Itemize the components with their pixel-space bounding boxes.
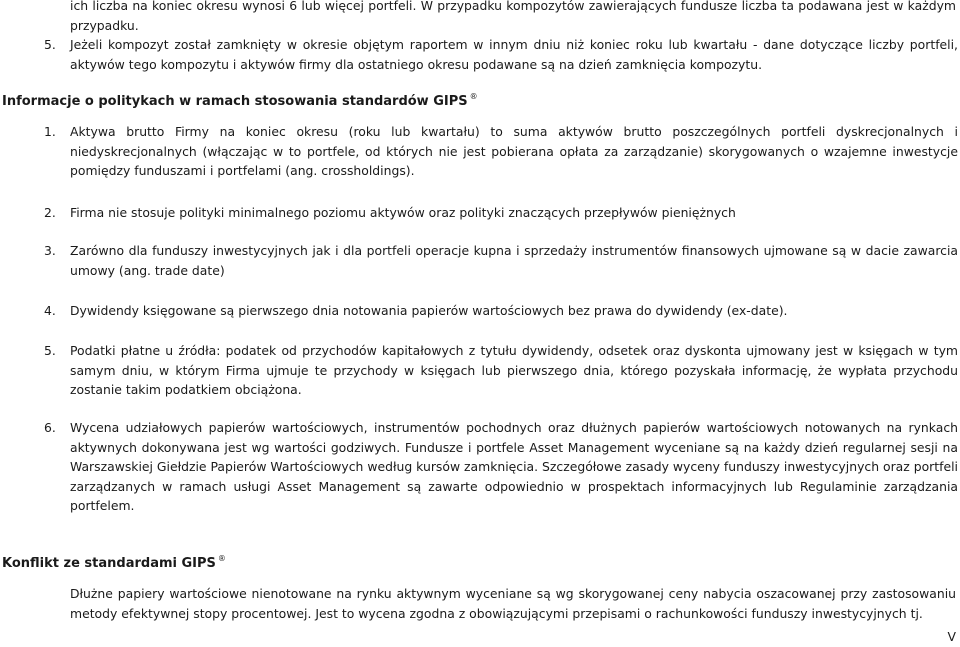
list-text: Wycena udziałowych papierów wartościowych, instrumentów pochodnych oraz dłużnych papierów wartościowych notowanych na rynkach aktywnych dokonywana jest wg wartości godziwych. Fundusze i portfele Asset Management wyceniane są na każdy dzień regularnej sesji na Warszawskiej Giełdzie Papierów Wartościowych według kursów zamknięcia. Szczegółowe zasady wyceny funduszy inwestycyjnych oraz portfeli zarządzanych w ramach usługi Asset Management są zawarte odpowiednio w prospektach informacyjnych lub Regulaminie zarządzania portfelem. xyxy=(70,420,958,513)
registered-mark: ® xyxy=(469,92,478,101)
section-heading-conflict xyxy=(2,554,226,571)
list-text: Jeżeli kompozyt został zamknięty w okresie objętym raportem w innym dniu niż koniec roku lub kwartału - dane dotyczące liczby portfeli, aktywów tego kompozytu i aktywów firmy dla ostatniego okresu podawane są na dzień zamknięcia kompozytu. xyxy=(70,37,958,72)
list-number: 5. xyxy=(44,37,56,52)
list-text: Firma nie stosuje polityki minimalnego poziomu aktywów oraz polityki znaczących przepływów pieniężnych xyxy=(70,205,736,220)
registered-mark: ® xyxy=(217,554,226,563)
section-title: Informacje o politykach w ramach stosowania standardów GIPS xyxy=(2,94,468,109)
intro-continuation-paragraph: ich liczba na koniec okresu wynosi 6 lub więcej portfeli. W przypadku kompozytów zawierających fundusze liczba ta podawana jest w każdym przypadku. xyxy=(70,0,956,33)
section-title: Konflikt ze standardami GIPS xyxy=(2,556,216,571)
policy-item-1 xyxy=(44,122,958,182)
page-mark: V xyxy=(947,629,956,644)
section-heading-policies xyxy=(2,92,478,109)
list-text: Dywidendy księgowane są pierwszego dnia notowania papierów wartościowych bez prawa do dywidendy (ex-date). xyxy=(70,303,788,318)
list-number: 2. xyxy=(44,205,56,220)
list-number: 1. xyxy=(44,124,56,139)
conflict-paragraph: Dłużne papiery wartościowe nienotowane na rynku aktywnym wyceniane są wg skorygowanej ceny nabycia oszacowanej przy zastosowaniu metody efektywnej stopy procentowej. Jest to wycena zgodna z obowiązującymi przepisami o rachunkowości funduszy inwestycyjnych tj. xyxy=(70,586,956,621)
list-number: 5. xyxy=(44,343,56,358)
list-number: 6. xyxy=(44,420,56,435)
list-text: Podatki płatne u źródła: podatek od przychodów kapitałowych z tytułu dywidendy, odsetek oraz dyskonta ujmowany jest w księgach w tym samym dniu, w którym Firma ujmuje te przychody w księgach lub pierwszego dnia, którego pozyskała informację, że wypłata przychodu zostanie takim podatkiem obciążona. xyxy=(70,343,958,397)
list-text: Zarówno dla funduszy inwestycyjnych jak i dla portfeli operacje kupna i sprzedaży instrumentów finansowych ujmowane są w dacie zawarcia umowy (ang. trade date) xyxy=(70,243,958,278)
list-text: Aktywa brutto Firmy na koniec okresu (roku lub kwartału) to suma aktywów brutto poszczególnych portfeli dyskrecjonalnych i niedyskrecjonalnych (włączając w to portfele, od których nie jest pobierana opłata za zarządzanie) skorygowanych o wzajemne inwestycje pomiędzy funduszami i portfelami (ang. crossholdings). xyxy=(70,124,958,178)
list-number: 4. xyxy=(44,303,56,318)
list-number: 3. xyxy=(44,243,56,258)
